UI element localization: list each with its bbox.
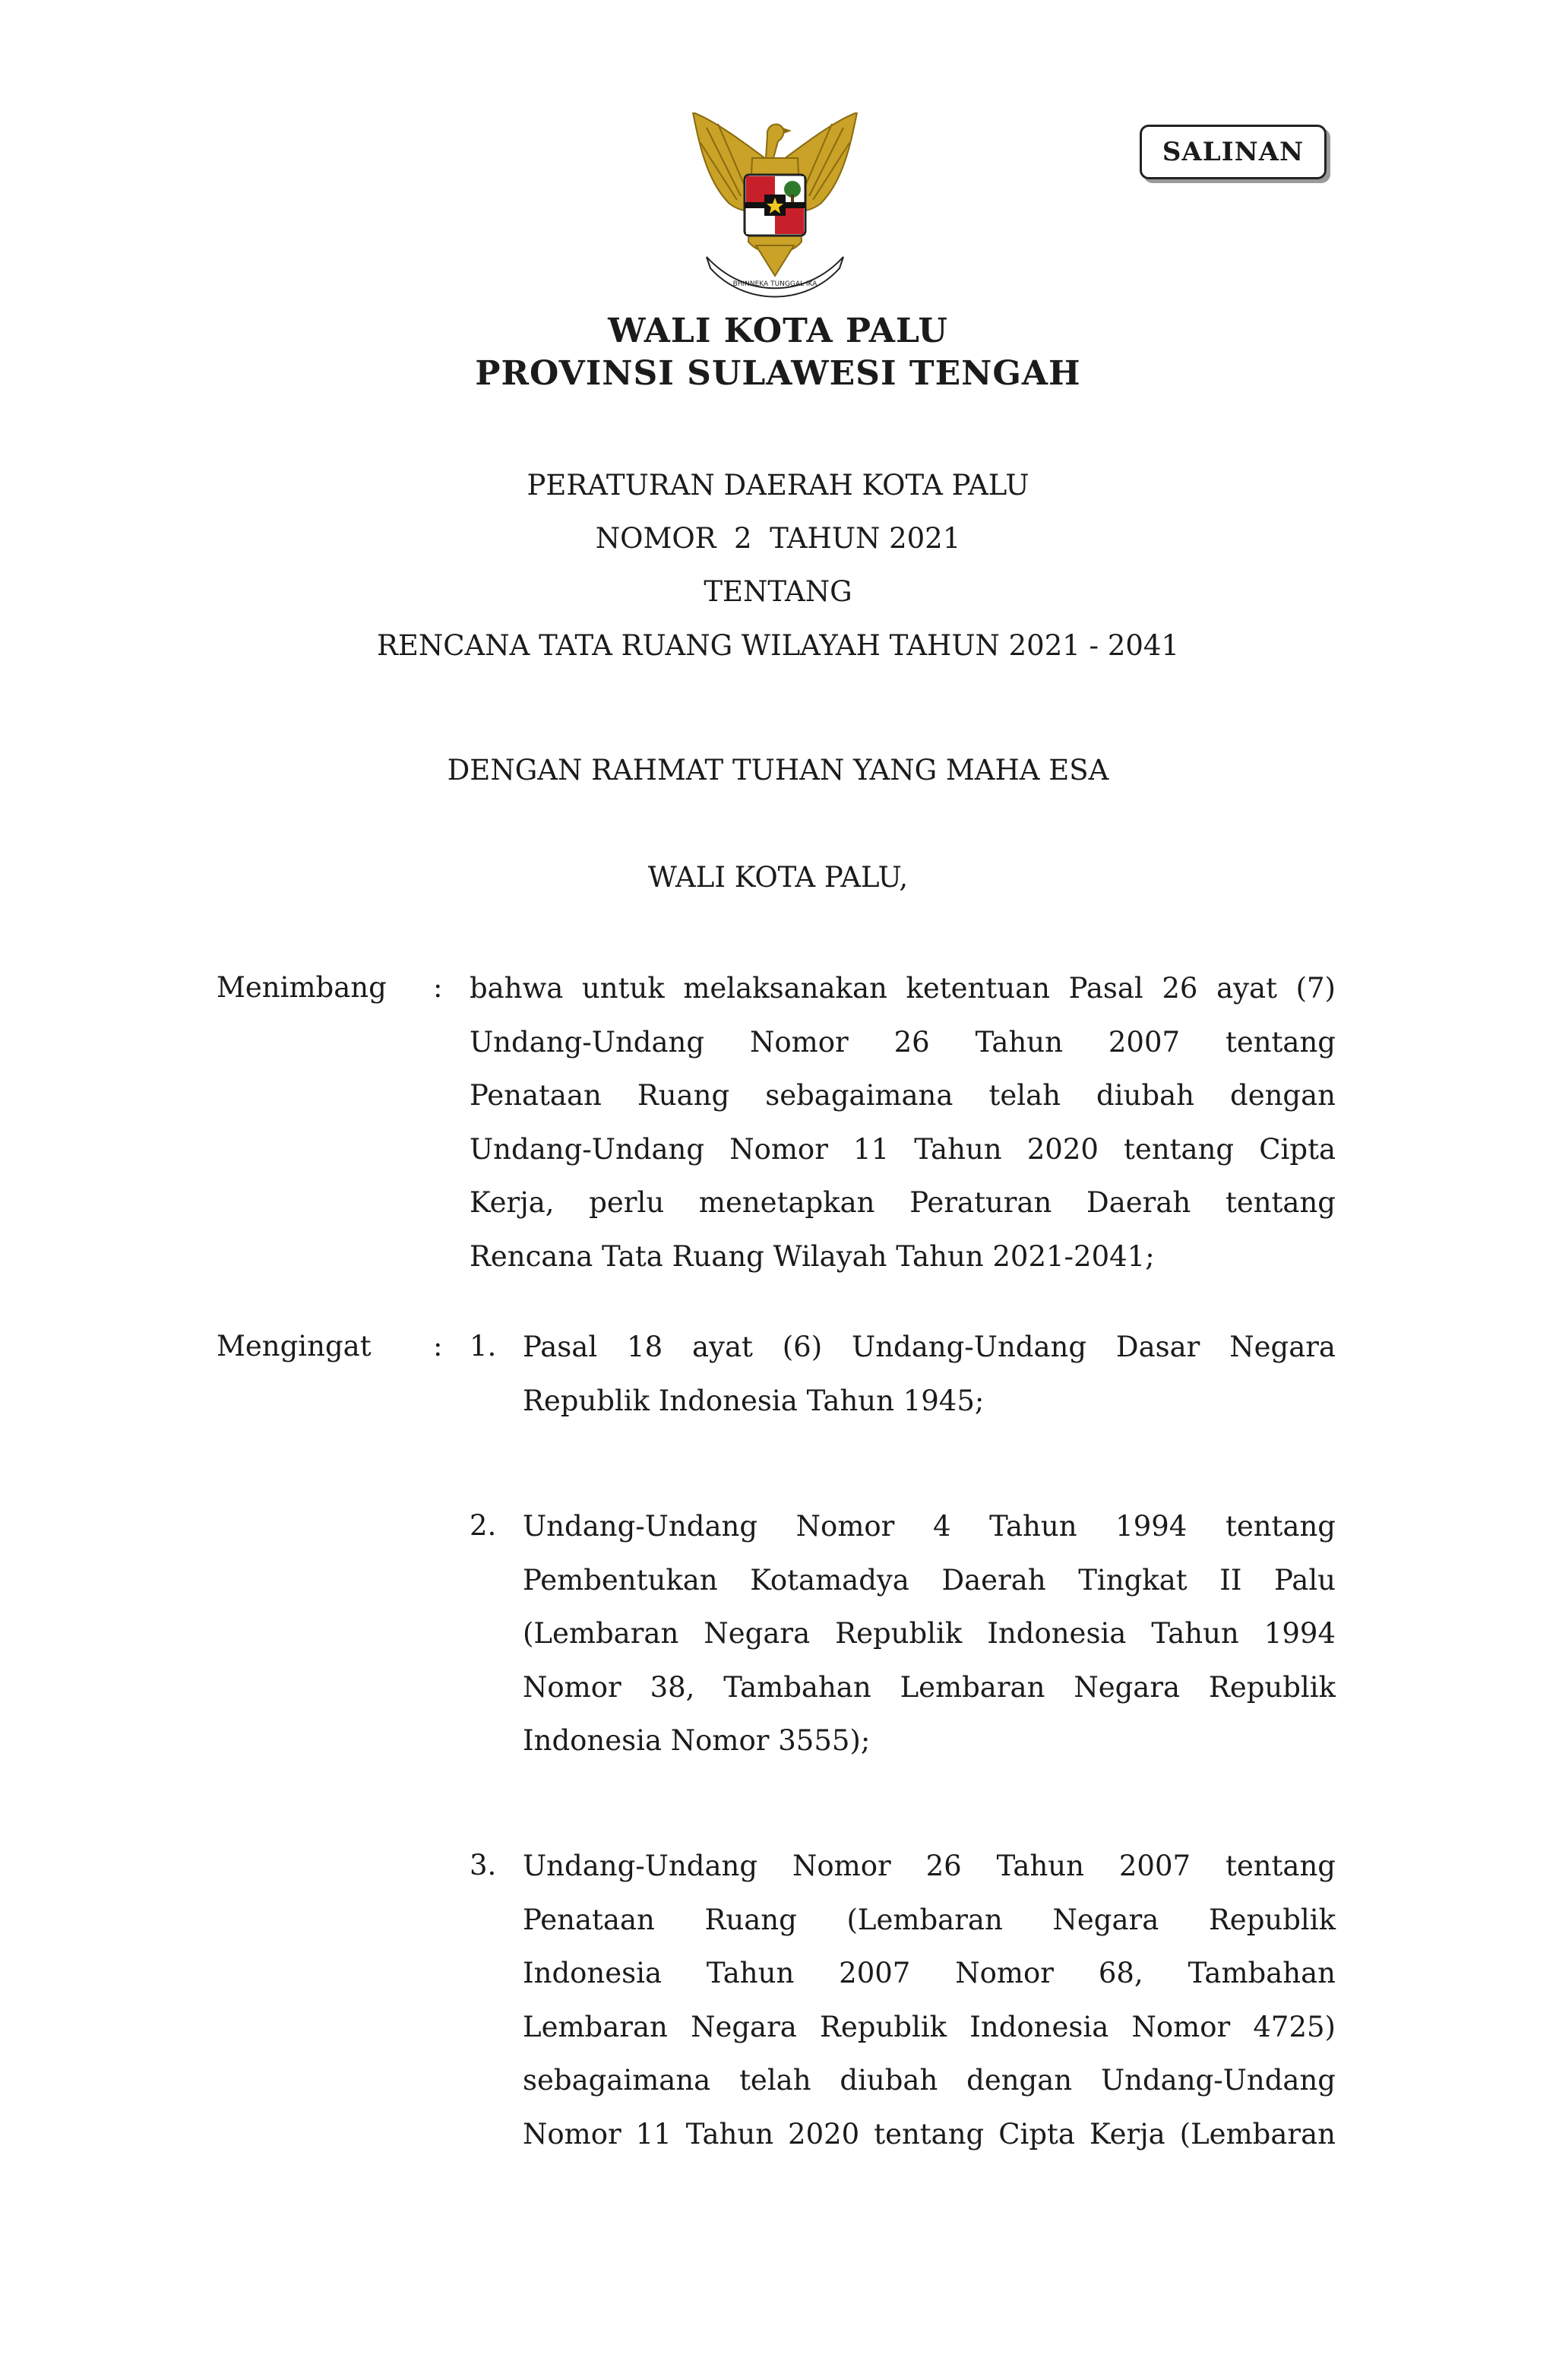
mengingat-label: Mengingat	[217, 1330, 372, 1362]
header-line-2: PROVINSI SULAWESI TENGAH	[475, 354, 1081, 393]
title-line-3: TENTANG	[704, 575, 852, 608]
title-line-2: NOMOR 2 TAHUN 2021	[595, 522, 961, 555]
menimbang-line: Penataan Ruang sebagaimana telah diubah dengan	[470, 1079, 1336, 1112]
mengingat-item-number: 3.	[470, 1849, 497, 1882]
mengingat-line: sebagaimana telah diubah dengan Undang-Undang	[523, 2064, 1336, 2097]
mengingat-line: Penataan Ruang (Lembaran Negara Republik	[523, 1903, 1336, 1936]
mengingat-line: Nomor 11 Tahun 2020 tentang Cipta Kerja (Lembaran	[523, 2117, 1336, 2151]
mengingat-item-3	[523, 1840, 1336, 2161]
menimbang-line: bahwa untuk melaksanakan ketentuan Pasal 26 ayat (7)	[470, 972, 1336, 1005]
title-line-1: PERATURAN DAERAH KOTA PALU	[527, 469, 1029, 502]
menimbang-line: Undang-Undang Nomor 26 Tahun 2007 tentang	[470, 1025, 1336, 1059]
mengingat-colon: :	[433, 1330, 443, 1362]
mengingat-line: Indonesia Nomor 3555);	[523, 1724, 871, 1757]
mengingat-line: Pasal 18 ayat (6) Undang-Undang Dasar Negara	[523, 1331, 1336, 1363]
mengingat-item-1	[523, 1321, 1336, 1428]
authority: WALI KOTA PALU,	[647, 861, 909, 894]
title-line-4: RENCANA TATA RUANG WILAYAH TAHUN 2021 - 2041	[377, 629, 1179, 662]
mengingat-item-2	[523, 1500, 1336, 1768]
header-line-1: WALI KOTA PALU	[608, 312, 948, 350]
menimbang-label: Menimbang	[217, 971, 387, 1004]
emblem-ribbon-text: BHINNEKA TUNGGAL IKA	[732, 280, 818, 288]
blessing: DENGAN RAHMAT TUHAN YANG MAHA ESA	[447, 754, 1109, 786]
mengingat-item-number: 1.	[470, 1330, 497, 1362]
mengingat-line: (Lembaran Negara Republik Indonesia Tahun 1994	[523, 1617, 1336, 1650]
mengingat-line: Pembentukan Kotamadya Daerah Tingkat II Palu	[523, 1563, 1336, 1597]
mengingat-line: Undang-Undang Nomor 4 Tahun 1994 tentang	[523, 1510, 1336, 1543]
menimbang-line: Kerja, perlu menetapkan Peraturan Daerah tentang	[470, 1186, 1336, 1219]
mengingat-line: Republik Indonesia Tahun 1945;	[523, 1384, 985, 1417]
mengingat-line: Undang-Undang Nomor 26 Tahun 2007 tentang	[523, 1850, 1336, 1882]
menimbang-colon: :	[433, 971, 443, 1004]
mengingat-line: Indonesia Tahun 2007 Nomor 68, Tambahan	[523, 1957, 1336, 1989]
menimbang-line: Rencana Tata Ruang Wilayah Tahun 2021-2041;	[470, 1239, 1155, 1273]
menimbang-line: Undang-Undang Nomor 11 Tahun 2020 tentang Cipta	[470, 1132, 1336, 1166]
menimbang-text	[470, 962, 1336, 1283]
mengingat-line: Lembaran Negara Republik Indonesia Nomor 4725)	[523, 2010, 1336, 2043]
mengingat-item-number: 2.	[470, 1509, 497, 1542]
mengingat-line: Nomor 38, Tambahan Lembaran Negara Republik	[523, 1670, 1336, 1704]
garuda-emblem-icon	[684, 112, 866, 302]
salinan-stamp: SALINAN	[1140, 125, 1327, 179]
